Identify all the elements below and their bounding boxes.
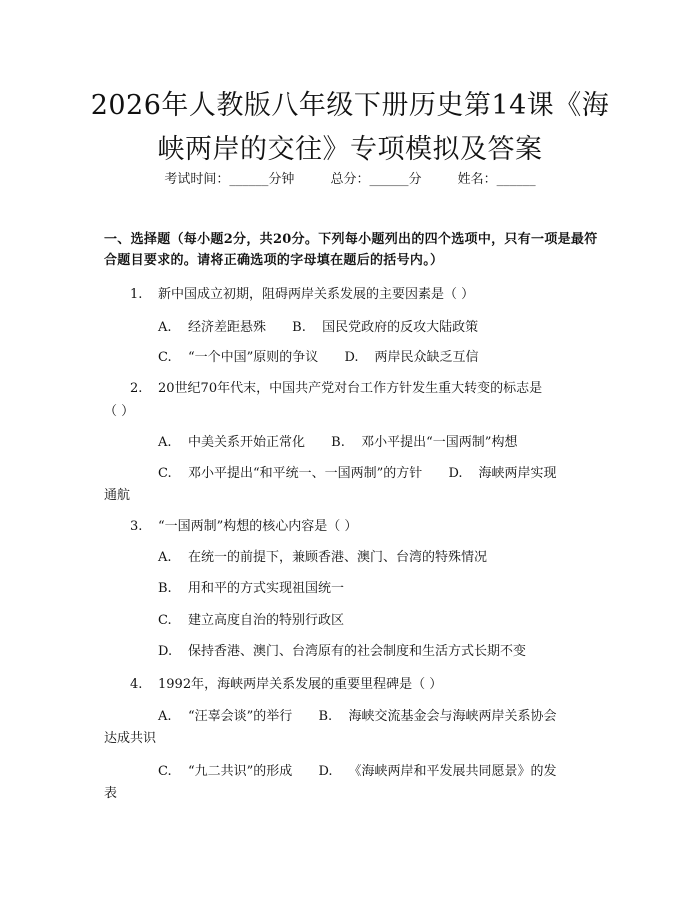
option-text: 中美关系开始正常化: [188, 435, 306, 450]
question-3: [130, 515, 357, 534]
option-letter: A.: [158, 435, 172, 450]
question-stem: 1992年，海峡两岸关系发展的重要里程碑是（ ）: [158, 677, 443, 692]
option-text: 国民党政府的反攻大陆政策: [322, 320, 479, 335]
question-2-stem-cont: （ ）: [104, 404, 135, 419]
exam-meta: [0, 168, 700, 187]
option-letter: C.: [158, 764, 172, 779]
question-2-options-cd: [158, 462, 556, 481]
page-title-line-2: 峡两岸的交往》专项模拟及答案: [157, 134, 543, 165]
option-text: 两岸民众缺乏互信: [374, 350, 479, 365]
option-letter: B.: [292, 320, 306, 335]
question-stem: 20世纪70年代末，中国共产党对台工作方针发生重大转变的标志是: [158, 381, 543, 396]
option-text: 海峡两岸实现: [478, 466, 557, 481]
question-1: [130, 283, 474, 302]
question-number: 4.: [130, 677, 143, 692]
option-letter: C.: [158, 613, 172, 628]
option-letter: A.: [158, 320, 172, 335]
exam-name-field: 姓名：______: [457, 172, 536, 187]
page-title-line-1: 2026年人教版八年级下册历史第14课《海: [90, 90, 610, 121]
option-text: 邓小平提出“和平统一、一国两制”的方针: [188, 466, 423, 481]
option-text: “汪辜会谈”的举行: [188, 709, 293, 724]
option-letter: D.: [158, 644, 173, 659]
question-3-option-c: [158, 609, 344, 628]
question-4-option-b-cont: 达成共识: [104, 731, 157, 746]
question-4-options-ab: [158, 705, 556, 724]
section-heading: 一、选择题（每小题2分，共20分。下列每小题列出的四个选项中，只有一项是最符合题目要求的。请将正确选项的字母填在题后的括号内。）: [104, 232, 598, 268]
option-letter: D.: [344, 350, 359, 365]
question-number: 1.: [130, 287, 143, 302]
option-letter: B.: [331, 435, 345, 450]
option-letter: D.: [318, 764, 333, 779]
option-text: “九二共识”的形成: [188, 764, 293, 779]
option-letter: B.: [318, 709, 333, 724]
exam-score-field: 总分：______分: [330, 172, 422, 187]
option-letter: B.: [158, 581, 172, 596]
question-number: 3.: [130, 519, 143, 534]
question-2-options-ab: [158, 431, 517, 450]
option-text: 经济差距悬殊: [188, 320, 267, 335]
option-letter: C.: [158, 466, 172, 481]
option-text: 用和平的方式实现祖国统一: [188, 581, 345, 596]
option-text: 在统一的前提下，兼顾香港、澳门、台湾的特殊情况: [188, 550, 488, 565]
question-3-option-b: [158, 577, 344, 596]
question-1-options-ab: [158, 316, 478, 335]
exam-time-field: 考试时间：______分钟: [164, 172, 295, 187]
option-text: 邓小平提出“一国两制”构想: [361, 435, 518, 450]
option-letter: A.: [158, 550, 172, 565]
question-2-option-cont: 通航: [104, 488, 131, 503]
question-number: 2.: [130, 381, 143, 396]
option-letter: D.: [448, 466, 463, 481]
question-3-option-a: [158, 546, 487, 565]
question-stem: 新中国成立初期，阻碍两岸关系发展的主要因素是（ ）: [158, 287, 475, 302]
question-4-options-cd: [158, 760, 556, 779]
question-stem: “一国两制”构想的核心内容是（ ）: [158, 519, 358, 534]
question-4: [130, 673, 442, 692]
option-text: “一个中国”原则的争议: [188, 350, 319, 365]
option-text: 保持香港、澳门、台湾原有的社会制度和生活方式长期不变: [188, 644, 527, 659]
option-text: 《海峡两岸和平发展共同愿景》的发: [348, 764, 557, 779]
option-letter: A.: [158, 709, 172, 724]
option-letter: C.: [158, 350, 172, 365]
option-text: 建立高度自治的特别行政区: [188, 613, 345, 628]
question-3-option-d: [158, 640, 526, 659]
question-2: [130, 377, 542, 396]
question-1-options-cd: [158, 346, 478, 365]
option-text: 海峡交流基金会与海峡两岸关系协会: [348, 709, 557, 724]
question-4-option-d-cont: 表: [104, 786, 118, 801]
